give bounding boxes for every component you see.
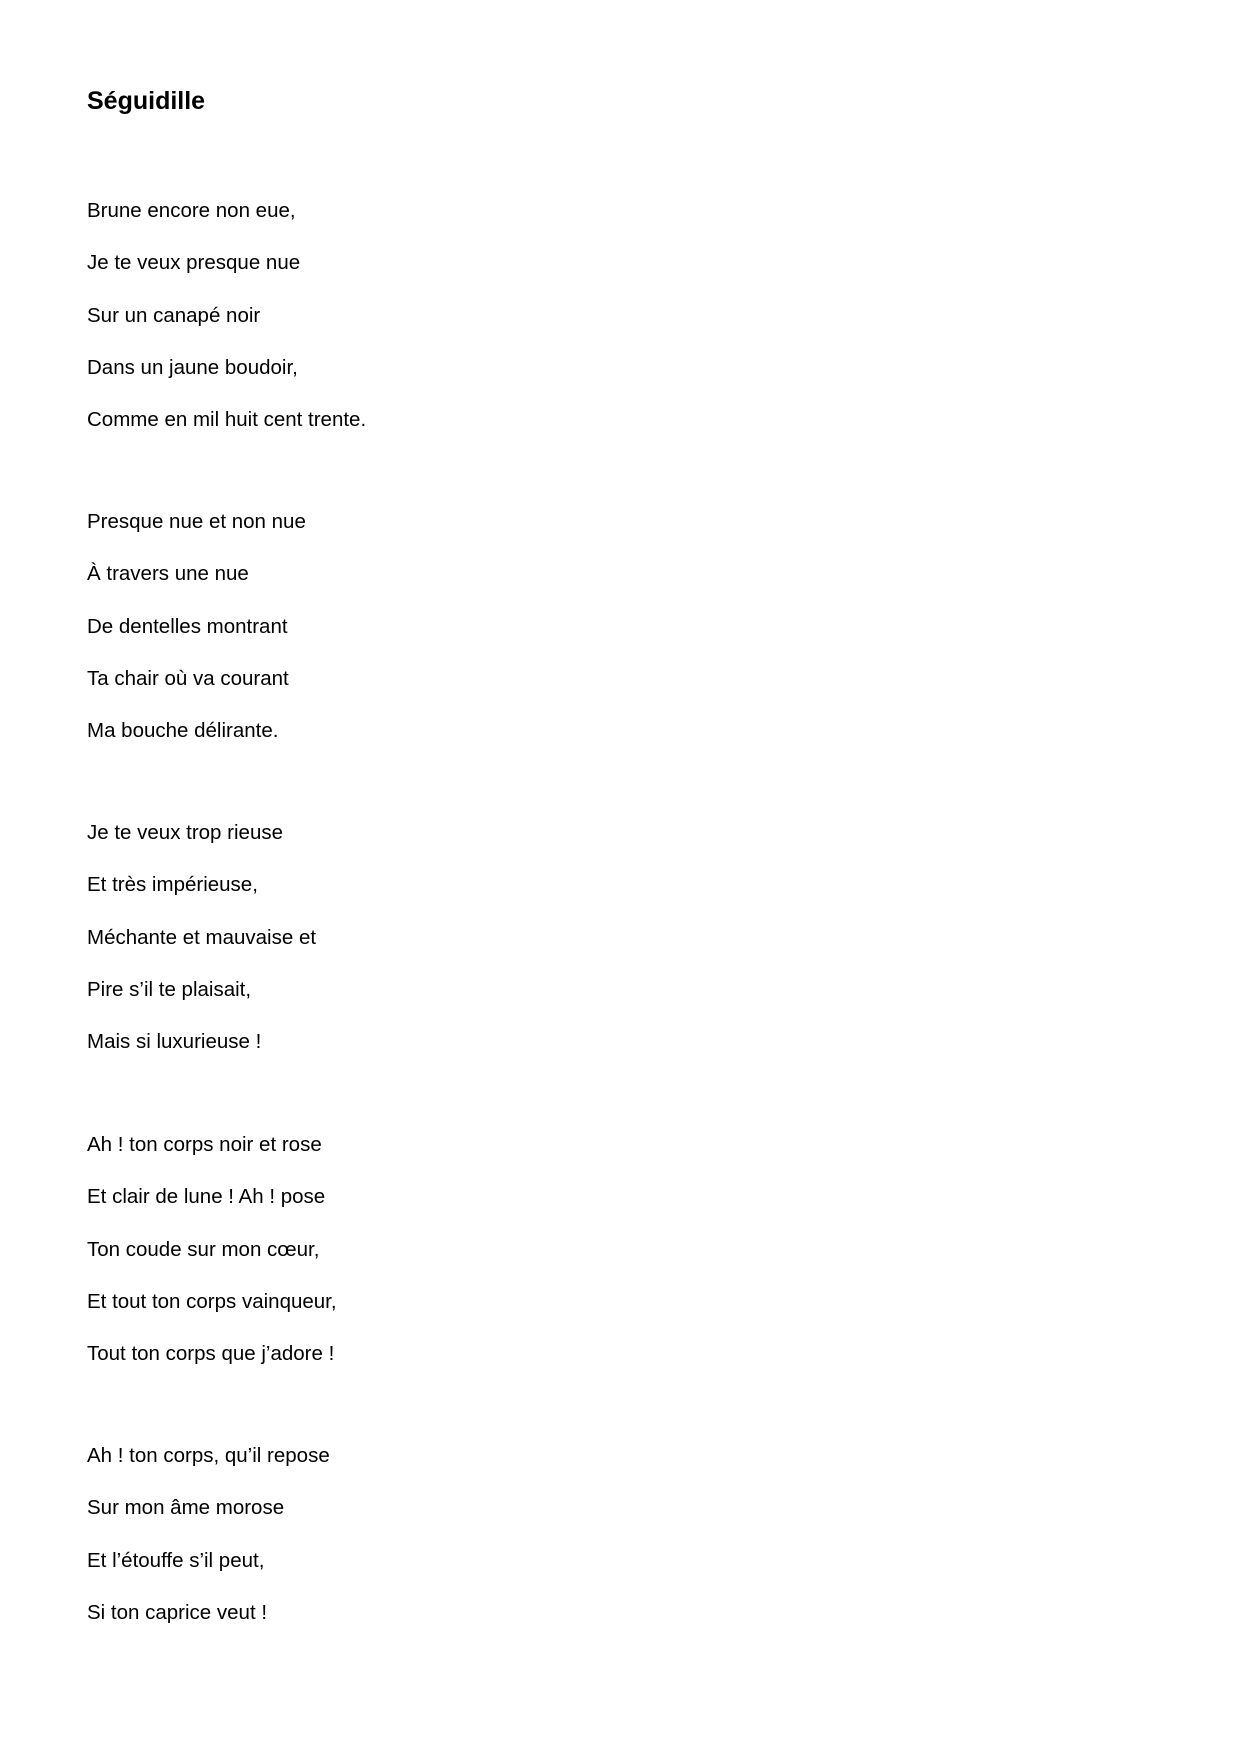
poem-title: Séguidille xyxy=(87,87,206,115)
stanza-1 xyxy=(87,198,787,433)
verse-line: Tout ton corps que j’adore ! xyxy=(87,1342,335,1366)
verse-line: Dans un jaune boudoir, xyxy=(87,355,298,379)
verse-line: Et clair de lune ! Ah ! pose xyxy=(87,1185,326,1209)
verse-line: Ah ! ton corps, qu’il repose xyxy=(87,1444,330,1467)
verse-line: Ah ! ton corps noir et rose xyxy=(87,1133,322,1156)
verse-line: Presque nue et non nue xyxy=(87,510,306,533)
verse-line: Ton coude sur mon cœur, xyxy=(87,1237,320,1261)
verse-line: Sur mon âme morose xyxy=(87,1496,285,1520)
verse-line: Pire s’il te plaisait, xyxy=(87,977,252,1001)
verse-line: Ma bouche délirante. xyxy=(87,719,279,743)
stanza-2 xyxy=(87,509,787,744)
stanza-5 xyxy=(87,1443,787,1626)
verse-line: Mais si luxurieuse ! xyxy=(87,1030,262,1054)
verse-line: Je te veux trop rieuse xyxy=(87,821,283,844)
verse-line: Si ton caprice veut ! xyxy=(87,1600,268,1624)
verse-line: Et très impérieuse, xyxy=(87,873,258,897)
verse-line: Brune encore non eue, xyxy=(87,199,296,222)
verse-line: Et l’étouffe s’il peut, xyxy=(87,1548,265,1572)
stanza-3 xyxy=(87,820,787,1055)
stanza-4 xyxy=(87,1132,787,1367)
verse-line: Je te veux presque nue xyxy=(87,251,301,275)
verse-line: Méchante et mauvaise et xyxy=(87,925,317,949)
verse-line: Ta chair où va courant xyxy=(87,666,289,690)
verse-line: Et tout ton corps vainqueur, xyxy=(87,1289,337,1313)
verse-line: De dentelles montrant xyxy=(87,614,288,638)
verse-line: Sur un canapé noir xyxy=(87,303,261,327)
verse-line: À travers une nue xyxy=(87,562,249,586)
verse-line: Comme en mil huit cent trente. xyxy=(87,408,367,432)
